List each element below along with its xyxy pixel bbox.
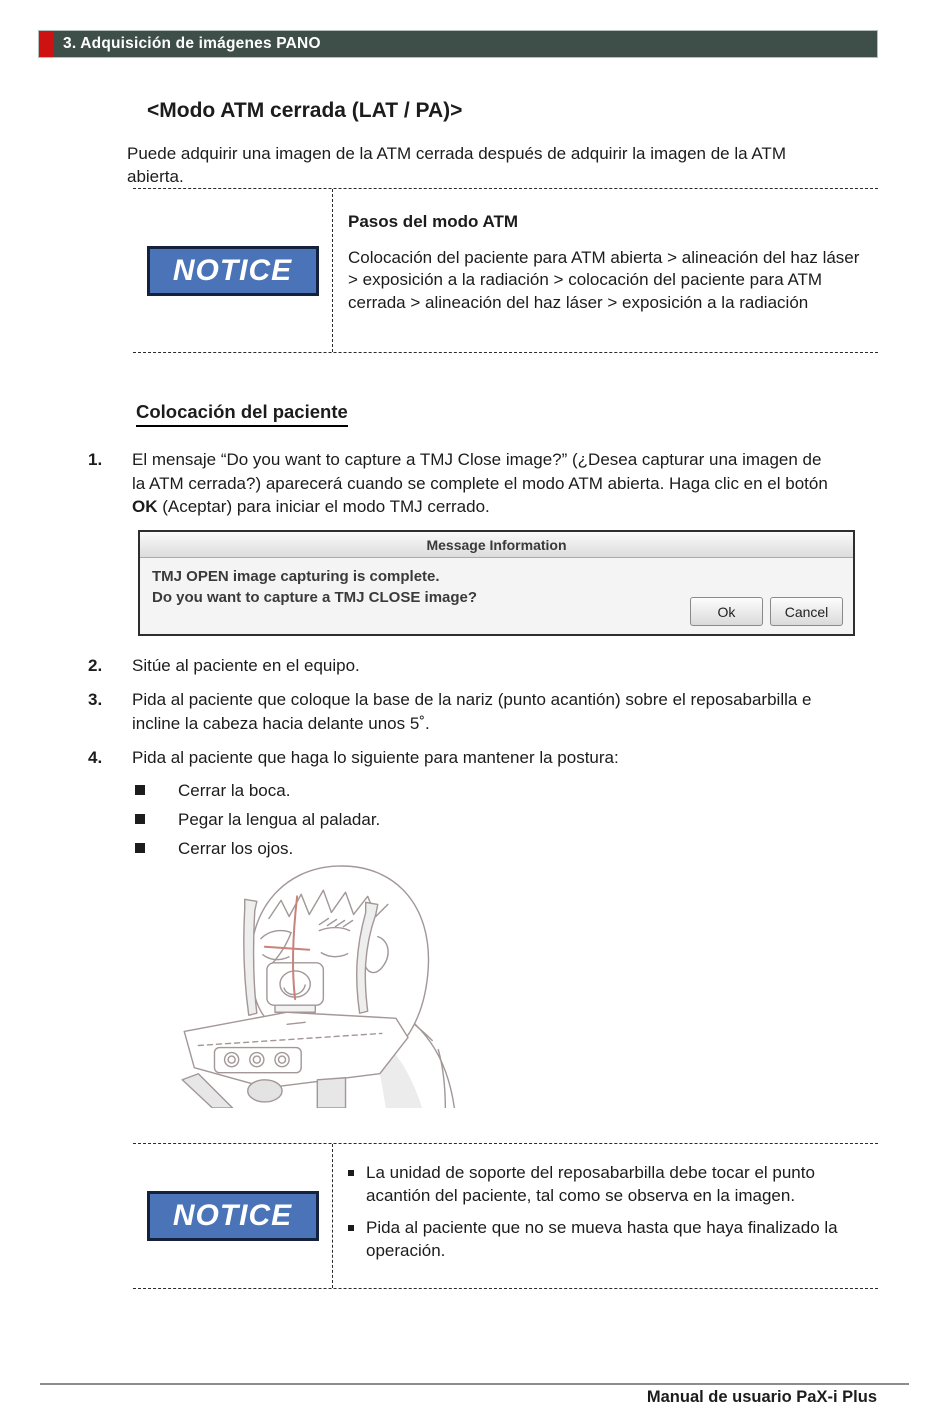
footer-rule bbox=[40, 1383, 909, 1385]
patient-positioning-drawing bbox=[168, 856, 516, 1108]
notice-bullet-text: Pida al paciente que no se mueva hasta que haya finalizado la operación. bbox=[366, 1218, 838, 1260]
chapter-header-bar bbox=[38, 30, 878, 58]
step-2 bbox=[88, 654, 836, 678]
notice-badge-column bbox=[133, 189, 332, 352]
notice-badge: NOTICE bbox=[147, 246, 319, 296]
square-bullet-icon bbox=[135, 785, 145, 795]
notice-content bbox=[333, 1144, 878, 1288]
step-text bbox=[132, 448, 836, 519]
notice-bullet-text: La unidad de soporte del reposabarbilla debe tocar el punto acantión del paciente, tal como se observa en la imagen. bbox=[366, 1163, 815, 1205]
step-number: 3. bbox=[88, 690, 103, 709]
dialog-body bbox=[140, 558, 853, 635]
small-square-bullet-icon bbox=[348, 1225, 354, 1231]
step-number: 4. bbox=[88, 748, 103, 767]
notice-box-top bbox=[133, 188, 878, 353]
step-text: Pida al paciente que haga lo siguiente para mantener la postura: bbox=[132, 748, 619, 767]
step-1 bbox=[88, 448, 836, 519]
step-1-text-before: El mensaje “Do you want to capture a TMJ Close image?” (¿Desea capturar una imagen de la ATM cerrada?) aparecerá cuando se complete el modo ATM abierta. Haga clic en el botón bbox=[132, 450, 828, 493]
step-number: 1. bbox=[88, 450, 103, 469]
notice-body: Colocación del paciente para ATM abierta > alineación del haz láser > exposición a la radiación > colocación del paciente para ATM cerrada > alineación del haz láser > exposición a la radiación bbox=[348, 247, 860, 312]
footer-manual-name: Manual de usuario PaX-i Plus bbox=[646, 1388, 877, 1406]
dialog-title-bar bbox=[140, 532, 853, 558]
ok-button[interactable]: Ok bbox=[690, 597, 763, 626]
notice-content bbox=[333, 189, 881, 352]
small-square-bullet-icon bbox=[348, 1170, 354, 1176]
section-heading: Colocación del paciente bbox=[136, 401, 348, 427]
notice-badge-column bbox=[133, 1144, 332, 1288]
step-4 bbox=[88, 746, 836, 770]
posture-bullet-2 bbox=[135, 808, 380, 831]
square-bullet-icon bbox=[135, 814, 145, 824]
square-bullet-icon bbox=[135, 843, 145, 853]
notice-bullet-2 bbox=[348, 1217, 848, 1262]
chapter-title: 3. Adquisición de imágenes PANO bbox=[63, 35, 321, 52]
posture-bullet-text: Cerrar la boca. bbox=[178, 781, 291, 800]
notice-heading: Pasos del modo ATM bbox=[348, 212, 519, 231]
step-3 bbox=[88, 688, 836, 735]
dialog-message-line2: Do you want to capture a TMJ CLOSE image? bbox=[152, 589, 478, 606]
red-accent-block bbox=[39, 31, 54, 57]
dialog-title: Message Information bbox=[426, 536, 567, 553]
dialog-button-row bbox=[690, 597, 843, 626]
notice-box-bottom bbox=[133, 1143, 878, 1289]
step-text: Pida al paciente que coloque la base de la nariz (punto acantión) sobre el reposabarbilla e incline la cabeza hacia delante unos 5˚. bbox=[132, 690, 812, 733]
posture-bullet-text: Cerrar los ojos. bbox=[178, 839, 294, 858]
posture-bullet-1 bbox=[135, 779, 290, 802]
page-title: <Modo ATM cerrada (LAT / PA)> bbox=[147, 99, 463, 122]
intro-paragraph: Puede adquirir una imagen de la ATM cerrada después de adquirir la imagen de la ATM abierta. bbox=[127, 144, 786, 186]
ok-emphasis: OK bbox=[132, 497, 158, 516]
step-1-text-after: (Aceptar) para iniciar el modo TMJ cerrado. bbox=[157, 497, 490, 516]
patient-positioning-illustration bbox=[168, 856, 516, 1108]
notice-badge: NOTICE bbox=[147, 1191, 319, 1241]
cancel-button[interactable]: Cancel bbox=[770, 597, 843, 626]
message-dialog-screenshot bbox=[138, 530, 855, 636]
notice-bullet-1 bbox=[348, 1162, 848, 1207]
step-number: 2. bbox=[88, 656, 103, 675]
step-text: Sitúe al paciente en el equipo. bbox=[132, 656, 360, 675]
dialog-message-line1: TMJ OPEN image capturing is complete. bbox=[152, 568, 440, 585]
posture-bullet-text: Pegar la lengua al paladar. bbox=[178, 810, 381, 829]
